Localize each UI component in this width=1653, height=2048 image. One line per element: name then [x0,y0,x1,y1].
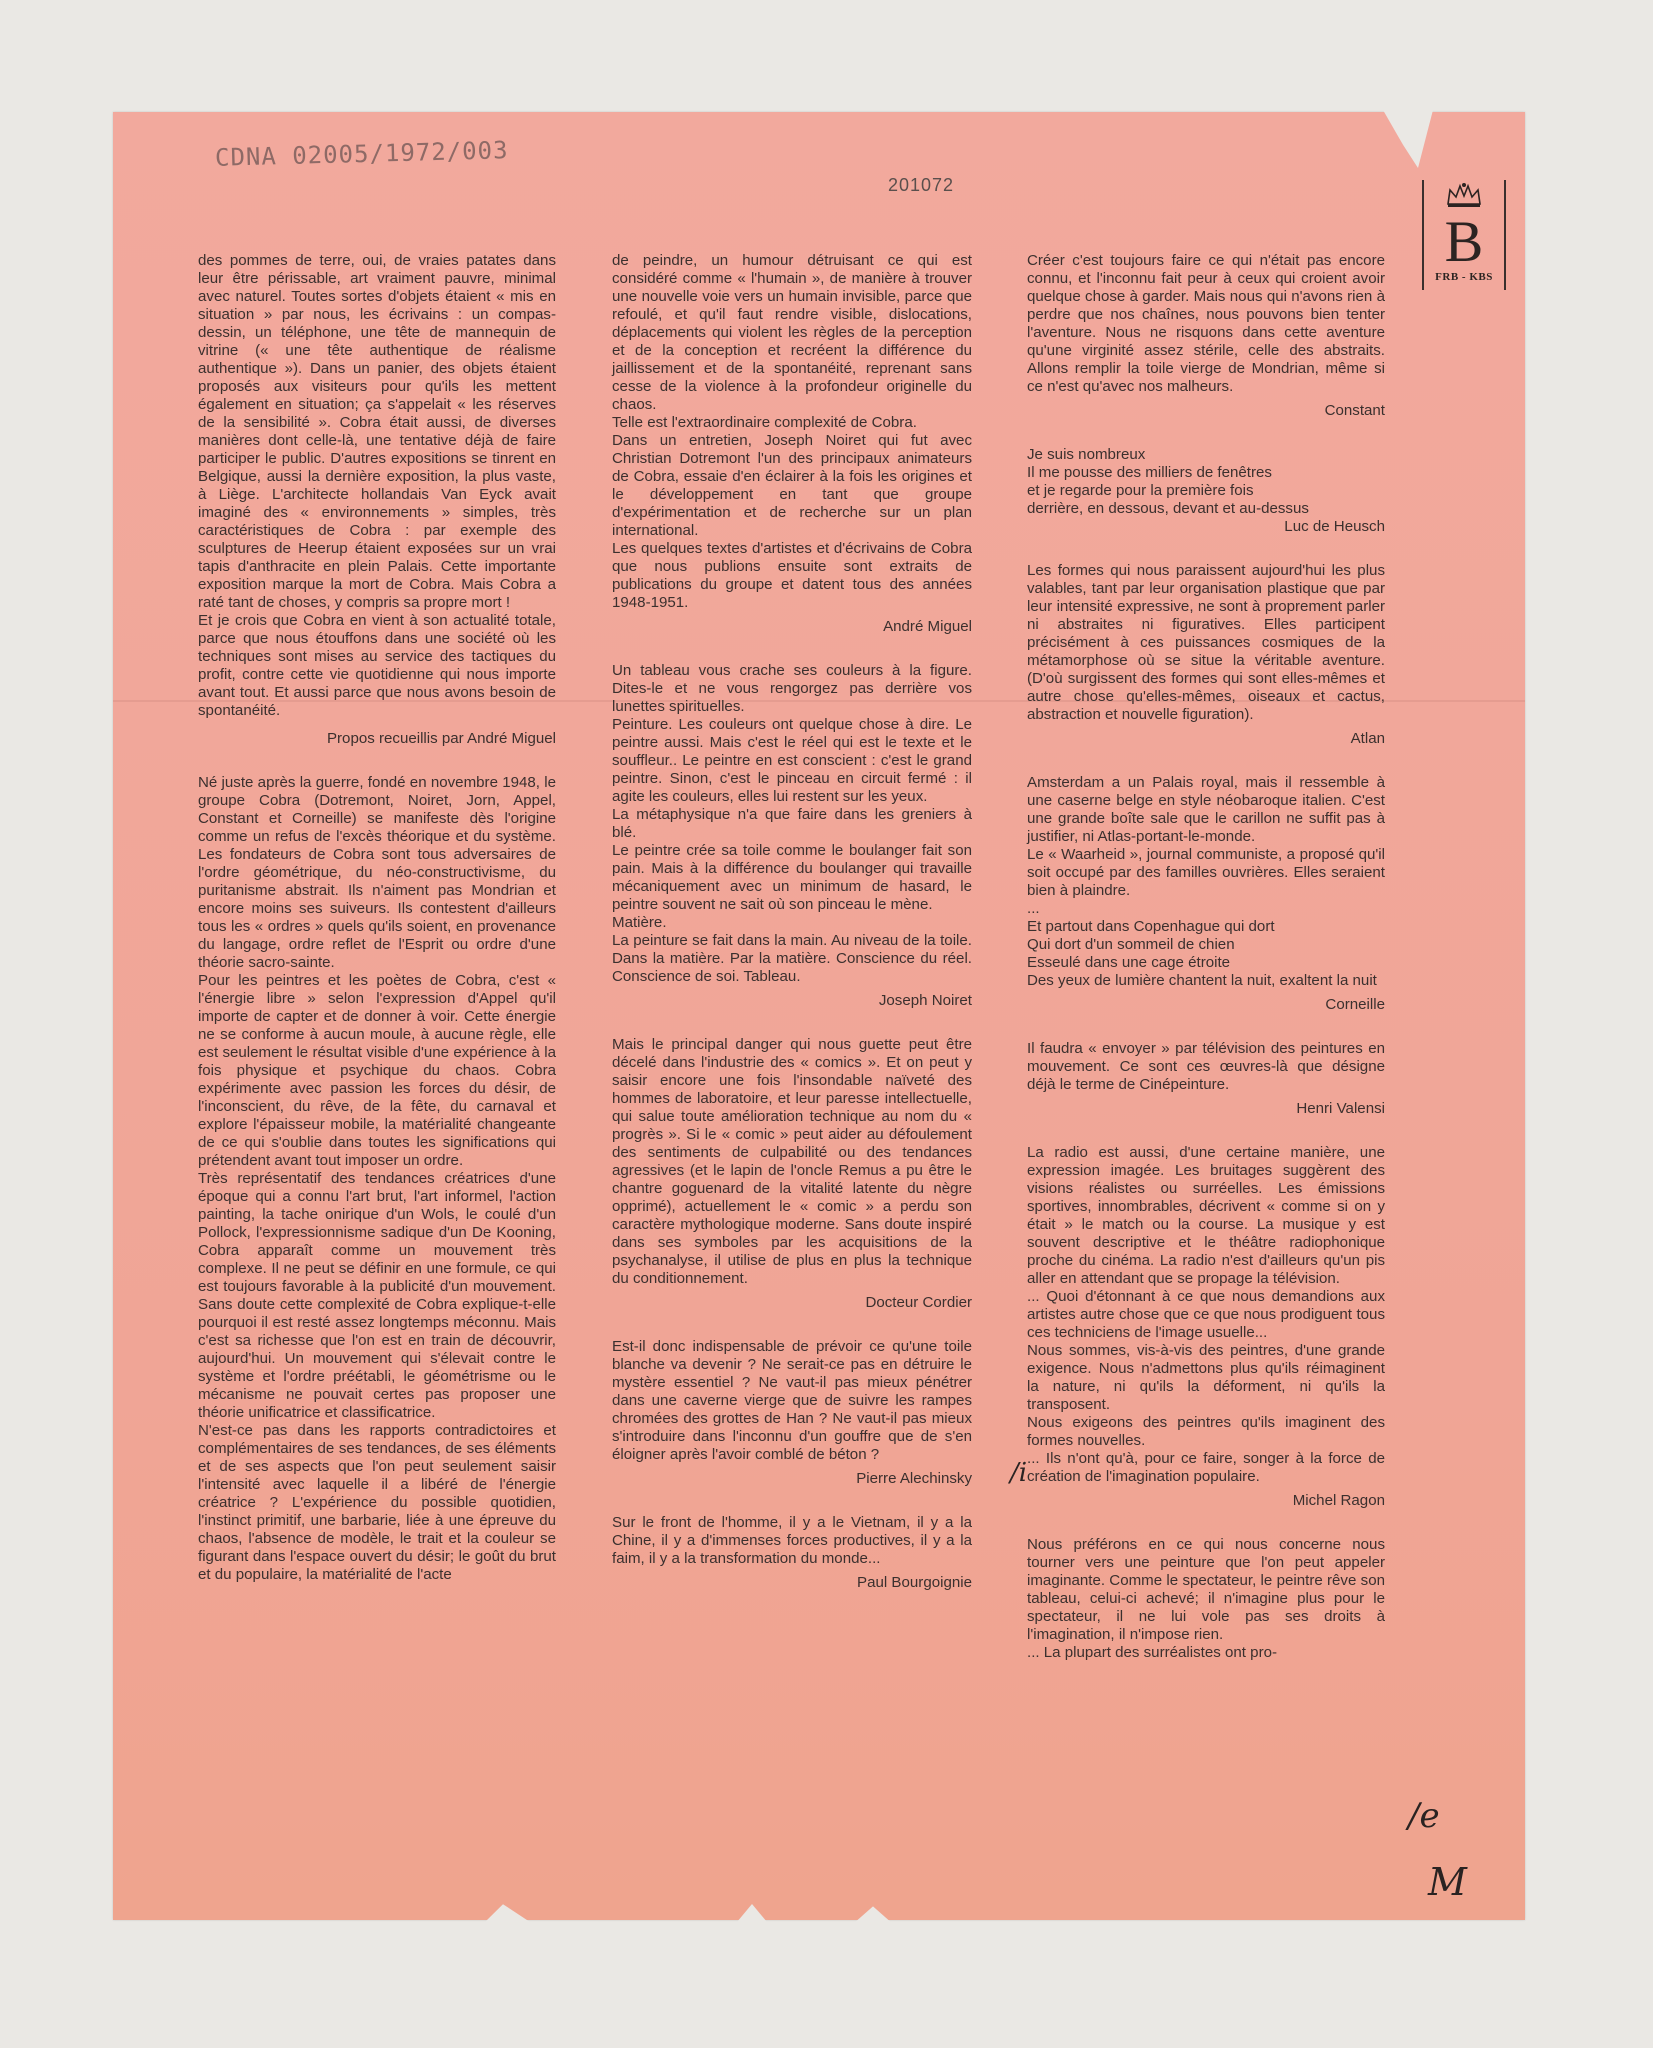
paragraph: Est-il donc indispensable de prévoir ce qu'une toile blanche va devenir ? Ne serait-ce pas en détruire le mystère essentiel ? Ne vaut-il pas mieux pénétrer dans une caverne vierge que de suivre les rampes chromées des grottes de Han ? Ne vaut-il pas mieux s'introduire dans l'inconnu d'un gouffre que de s'en éloigner après l'avoir comblé de béton ? [612,1338,972,1463]
foundation-logo [1422,180,1506,290]
paragraph: Très représentatif des tendances créatrices d'une époque qui a connu l'art brut, l'art informel, l'action painting, la tache onirique d'un Wols, le coulé d'un Pollock, l'expressionnisme sadique d'un De Kooning, Cobra apparaît comme un mouvement très complexe. Il ne peut se définir en une formule, ce qui est toujours favorable à la publicité d'un mouvement. Sans doute cette complexité de Cobra explique-t-elle pourquoi il est resté assez longtemps méconnu. Mais c'est sa richesse que l'on est en train de découvrir, aujourd'hui. Un mouvement qui s'élevait contre le système et l'ordre préétabli, le géométrisme ou le mécanisme ne pouvait certes pas proposer une théorie unificatrice et classificatrice. [198,1170,556,1421]
signature: Michel Ragon [1292,1492,1385,1509]
spacer [612,636,972,662]
stamp-number: 201072 [888,175,955,195]
logo-letter: B [1444,209,1484,274]
spacer [1027,536,1385,562]
spacer [1027,1118,1385,1144]
signature: Pierre Alechinsky [856,1470,972,1487]
paragraph: des pommes de terre, oui, de vraies patates dans leur être périssable, art vraiment pauvre, minimal avec naturel. Toutes sortes d'objets étaient « mis en situation » par nous, les écrivains : un compas-dessin, un téléphone, une tête de mannequin de vitrine (« une tête authentique de réalisme authentique »). Dans un panier, des objets étaient proposés aux visiteurs pour qu'ils les mettent également en situation; ça s'appelait « les réserves de la sensibilité ». Cobra était aussi, de diverses manières dont celle-là, une tentative déjà de faire participer le public. D'autres expositions se tinrent en Belgique, aussi la dernière exposition, la plus vaste, à Liège. L'architecte hollandais Van Eyck avait imaginé des « environnements » simples, très caractéristiques de Cobra : par exemple des sculptures de Heerup étaient exposées sur un vrai tapis d'anthracite en plein Palais. Cette importante exposition marque la mort de Cobra. Mais Cobra a raté tant de choses, y compris sa propre mort ! [198,252,556,611]
paragraph: Nous exigeons des peintres qu'ils imaginent des formes nouvelles. [1027,1414,1385,1449]
poem-line: Il me pousse des milliers de fenêtres [1027,464,1272,481]
archive-reference: CDNA 02005/1972/003 [214,136,509,172]
paragraph: de peindre, un humour détruisant ce qui est considéré comme « l'humain », de manière à trouver une nouvelle voie vers un humain invisible, parce que refoulé, et qu'il faut rendre visible, dislocations, déplacements qui violent les règles de la perception et de la conception et recréent la différence du jaillissement et de la spontanéité, reprenant sans cesse de la violence à la profondeur originelle du chaos. [612,252,972,413]
poem-line: Et partout dans Copenhague qui dort [1027,918,1275,935]
poem-line: Esseulé dans une cage étroite [1027,954,1231,971]
paragraph: Le « Waarheid », journal communiste, a proposé qu'il soit occupé par des familles ouvrières. Elles seraient bien à plaindre. [1027,846,1385,899]
signature: Paul Bourgoignie [857,1574,972,1591]
text-column-3 [1027,252,1385,1662]
torn-edge [483,1902,533,1924]
paragraph: Le peintre crée sa toile comme le boulanger fait son pain. Mais à la différence du boulanger qui travaille mécaniquement avec un minimum de hasard, le peintre souvent ne sait où son pinceau le mène. [612,842,972,913]
spacer [1027,420,1385,446]
poem-line: Qui dort d'un sommeil de chien [1027,936,1235,953]
spacer [1027,1510,1385,1536]
paragraph: Les formes qui nous paraissent aujourd'hui les plus valables, tant par leur organisation plastique que par leur intensité expressive, ne sont à proprement parler ni abstraites ni figuratives. Elles participent précisément à ces puissances cosmiques de la métamorphose où se situe la véritable aventure. (D'où surgissent des formes qui sont elles-mêmes et autre chose qu'elles-mêmes, oiseaux et cactus, abstraction et nouvelle figuration). [1027,562,1385,723]
paragraph: Dans un entretien, Joseph Noiret qui fut avec Christian Dotremont l'un des principaux animateurs de Cobra, essaie d'en éclairer à la fois les origines et le développement en tant que groupe d'expérimentation et de recherche sur un plan international. [612,432,972,539]
margin-note: /i [1010,1458,1028,1488]
signature: Joseph Noiret [878,992,972,1009]
ellipsis: ... [1027,900,1040,917]
logo-subtitle: FRB - KBS [1435,271,1493,283]
signature: Corneille [1325,996,1385,1013]
torn-corner [1383,110,1433,168]
paragraph: Et je crois que Cobra en vient à son actualité totale, parce que nous étouffons dans une société où les techniques sont mises au service des tactiques du profit, contre cette vie quotidienne qui nous importe avant tout. Et aussi parce que nous avons besoin de spontanéité. [198,612,556,719]
spacer [612,1312,972,1338]
torn-edge [853,1902,893,1924]
text-column-2 [612,252,972,1592]
spacer [1027,1014,1385,1040]
paragraph: Sur le front de l'homme, il y a le Vietnam, il y a la Chine, il y a d'immenses forces productives, il y a la faim, il y a la transformation du monde... [612,1514,972,1567]
poem-line: Je suis nombreux [1027,446,1146,463]
signature: Luc de Heusch [1284,518,1385,535]
signature: André Miguel [883,618,972,635]
poem [1027,918,1385,972]
margin-note: M [1428,1860,1467,1904]
paragraph: N'est-ce pas dans les rapports contradictoires et complémentaires de ses tendances, de ses éléments et de ses aspects que l'on peut seulement saisir l'intensité avec laquelle il a libéré de l'énergie créatrice ? L'expérience du possible quotidien, l'instinct primitif, une barbarie, liée à une épreuve du chaos, l'absence de modèle, le trait et la couleur se figurant dans l'espace ouvert du désir; le goût du brut et du populaire, la matérialité de l'acte [198,1422,556,1583]
paragraph: Matière. [612,914,667,931]
signature: Constant [1324,402,1385,419]
signature: Henri Valensi [1296,1100,1385,1117]
poem-line: derrière, en dessous, devant et au-dessus [1027,500,1309,517]
torn-edge [737,1904,767,1922]
text-column-1 [198,252,556,1584]
paragraph: Né juste après la guerre, fondé en novembre 1948, le groupe Cobra (Dotremont, Noiret, Jorn, Appel, Constant et Corneille) se manifeste dès l'origine comme un refus de l'excès théorique et du système. Les fondateurs de Cobra sont tous adversaires de l'ordre géométrique, du néo-constructivisme, du puritanisme abstrait. Ils n'aiment pas Mondrian et encore moins ses suiveurs. Ils contestent d'ailleurs tous les « ordres » quels qu'ils soient, en provenance du langage, ordre reflet de l'Esprit ou ordre d'une théorie sacro-sainte. [198,774,556,971]
paragraph: Pour les peintres et les poètes de Cobra, c'est « l'énergie libre » selon l'expression d'Appel qu'il importe de capter et de donner à voir. Cette énergie ne se conforme à aucun moule, à aucune règle, elle est seulement le résultat visible d'une expérience à la fois physique et psychique du chaos. Cobra expérimente avec passion les forces du désir, de l'inconscient, du rêve, de la fête, du carnaval et explore l'épaisseur mobile, la matérialité changeante de ce qui s'oublie dans toutes les significations qui prétendent avant tout imposer un ordre. [198,972,556,1169]
signature: Atlan [1350,730,1385,747]
paragraph: Amsterdam a un Palais royal, mais il ressemble à une caserne belge en style néobaroque italien. C'est une grande boîte sale que le carillon ne suffit pas à justifier, ni Atlas-portant-le-monde. [1027,774,1385,845]
paragraph: La radio est aussi, d'une certaine manière, une expression imagée. Les bruitages suggèrent des visions réalistes ou surréelles. Les émissions sportives, innombrables, décrivent « comme si on y était » le match ou la course. La musique y est souvent descriptive et le théâtre radiophonique proche du cinéma. La radio n'est d'ailleurs qu'un pis aller en attendant que se propage la télévision. [1027,1144,1385,1287]
margin-note: /e [1408,1796,1440,1836]
signature: Propos recueillis par André Miguel [326,730,556,747]
paragraph: Telle est l'extraordinaire complexité de Cobra. [612,414,917,431]
paragraph: Créer c'est toujours faire ce qui n'était pas encore connu, et l'inconnu fait peur à ceux qui croient avoir quelque chose à garder. Mais nous qui n'avons rien à perdre que nos chaînes, nous pouvons bien tenter l'aventure. Nous ne risquons dans cette aventure qu'une virginité assez stérile, celle des abstraits. Allons remplir la toile vierge de Mondrian, même si ce n'est qu'avec nos malheurs. [1027,252,1385,395]
poem-line: Des yeux de lumière chantent la nuit, exaltent la nuit [1027,972,1377,989]
paragraph: Un tableau vous crache ses couleurs à la figure. Dites-le et ne vous rengorgez pas derrière vos lunettes spirituelles. [612,662,972,715]
spacer [612,1010,972,1036]
poem-line: et je regarde pour la première fois [1027,482,1254,499]
paragraph: ... Quoi d'étonnant à ce que nous demandions aux artistes autre chose que ce que nous prodiguent tous ces techniciens de l'image usuelle... [1027,1288,1385,1341]
spacer [198,748,556,774]
paragraph: La peinture se fait dans la main. Au niveau de la toile. Dans la matière. Par la matière. Conscience du réel. Conscience de soi. Tableau. [612,932,972,985]
spacer [1027,748,1385,774]
crown-icon [1444,182,1484,208]
paragraph: ... La plupart des surréalistes ont pro- [1027,1644,1278,1661]
paragraph: ... Ils n'ont qu'à, pour ce faire, songer à la force de création de l'imagination populaire. [1027,1450,1385,1485]
spacer [612,1488,972,1514]
paragraph: La métaphysique n'a que faire dans les greniers à blé. [612,806,972,841]
signature: Docteur Cordier [865,1294,972,1311]
paragraph: Peinture. Les couleurs ont quelque chose à dire. Le peintre aussi. Mais c'est le réel qui est le texte et le souffleur.. Le peintre en est conscient : c'est le grand peintre. Sinon, c'est le pinceau en circuit fermé : il agite les couleurs, elles lui restent sur les yeux. [612,716,972,805]
paragraph: Il faudra « envoyer » par télévision des peintures en mouvement. Ce sont ces œuvres-là que désigne déjà le terme de Cinépeinture. [1027,1040,1385,1093]
paragraph: Nous sommes, vis-à-vis des peintres, d'une grande exigence. Nous n'admettons plus qu'ils réimaginent la nature, ni qu'ils la déforment, ni qu'ils la transposent. [1027,1342,1385,1413]
paragraph: Nous préférons en ce qui nous concerne nous tourner vers une peinture que l'on peut appeler imaginante. Comme le spectateur, le peintre rêve son tableau, celui-ci achevé; il n'imagine plus pour le spectateur, il ne lui vole pas ses droits à l'imagination, il n'impose rien. [1027,1536,1385,1643]
paragraph: Les quelques textes d'artistes et d'écrivains de Cobra que nous publions ensuite sont extraits de publications du groupe et datent tous des années 1948-1951. [612,540,972,611]
paragraph: Mais le principal danger qui nous guette peut être décelé dans l'industrie des « comics ». Et on peut y saisir encore une fois l'insondable naïveté des hommes de laboratoire, et leur paresse intellectuelle, qui salue toute amélioration technique au nom du « progrès ». Si le « comic » peut aider au défoulement des sentiments de culpabilité ou des tendances agressives (et le lapin de l'oncle Remus a pu être le chantre goguenard de la vitalité latente du nègre opprimé), actuellement le « comic » a perdu son caractère mythologique moderne. Sans doute inspiré dans ses symboles par les acquisitions de la psychanalyse, il utilise de plus en plus la technique du conditionnement. [612,1036,972,1287]
poem [1027,446,1385,518]
